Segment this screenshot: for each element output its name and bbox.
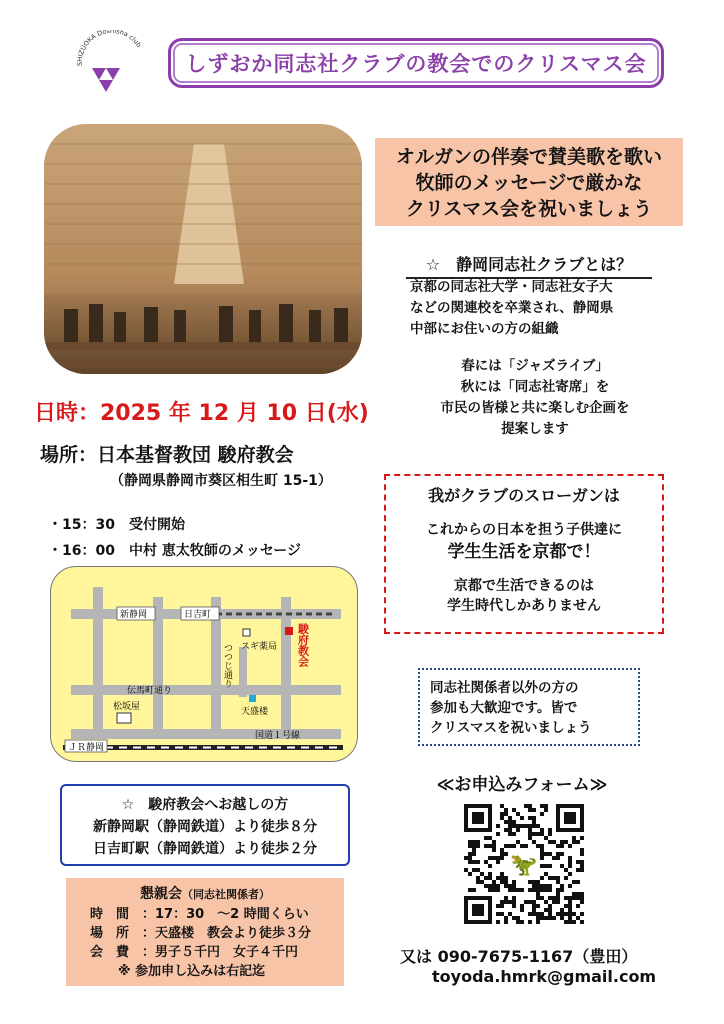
party-title-note: （同志社関係者） [182, 888, 270, 901]
party-row: 時 間 ：17：30 ～2 時間くらい [90, 907, 309, 922]
svg-text:SHIZUOKA Doshisha club [76, 30, 143, 66]
party-title [66, 884, 344, 905]
event-date: 日時：2025 年 12 月 10 日(水) [34, 401, 369, 426]
events-line: 春には「ジャズライブ」 [461, 358, 609, 374]
party-row: 場 所 ：天盛楼 教会より徒歩３分 [90, 926, 312, 941]
svg-text:🦖: 🦖 [510, 853, 538, 878]
slogan-box [384, 474, 664, 634]
map-label-church: 駿府教会 [296, 623, 310, 667]
access-title: ☆ 駿府教会へお越しの方 [121, 797, 289, 813]
contact-email[interactable]: toyoda.hmrk@gmail.com [432, 967, 657, 986]
message-box [375, 138, 683, 226]
slogan-line: これからの日本を担う子供達に [426, 522, 622, 538]
access-box [60, 784, 350, 866]
access-line: 日吉町駅（静岡鉄道）より徒歩２分 [93, 841, 317, 857]
welcome-line: 参加も大歓迎です。皆で [430, 700, 578, 716]
title-banner [168, 38, 664, 88]
map-label-tenmacho: 伝馬町通り [127, 686, 173, 696]
welcome-line: 同志社関係者以外の方の [430, 680, 579, 696]
about-line: などの関連校を卒業され、静岡県 [410, 300, 614, 316]
application-qr-code[interactable] [464, 804, 584, 924]
map-label-route1: 国道１号線 [255, 731, 301, 741]
message-line: クリスマス会を祝いましょう [405, 198, 653, 220]
map-label-tenseiro: 天盛楼 [241, 707, 269, 717]
message-line: オルガンの伴奏で賛美歌を歌い [395, 146, 662, 168]
slogan-line: 学生時代しかありません [447, 598, 601, 614]
events-text [405, 356, 665, 440]
party-row: 会 費 ：男子５千円 女子４千円 [90, 945, 299, 960]
map-label-shin-shizuoka: 新静岡 [120, 610, 148, 620]
access-line: 新静岡駅（静岡鉄道）より徒歩８分 [93, 819, 317, 835]
slogan-title: 我がクラブのスローガンは [428, 486, 620, 505]
logo-text: SHIZUOKA Doshisha club [75, 30, 144, 67]
club-logo [70, 30, 160, 100]
event-place: 場所：日本基督教団 駿府教会 [40, 444, 294, 466]
events-line: 市民の皆様と共に楽しむ企画を [440, 400, 630, 416]
schedule [48, 512, 301, 564]
church-interior-photo [44, 124, 362, 374]
slogan-highlight: 学生生活を京都で！ [447, 542, 601, 562]
about-text [410, 277, 670, 340]
party-title-main: 懇親会 [140, 886, 182, 902]
events-line: 秋には「同志社寄席」を [460, 379, 610, 395]
map-label-matsuzakaya: 松坂屋 [113, 702, 141, 712]
slogan-line: 京都で生活できるのは [454, 578, 594, 594]
map-label-tsutsuji: つつじ通り [222, 643, 232, 688]
map-label-hiyoshicho: 日吉町 [184, 610, 212, 620]
events-line: 提案します [501, 421, 569, 437]
map-label-jr: ＪＲ静岡 [68, 743, 105, 753]
about-title: ☆ 静岡同志社クラブとは？ [406, 252, 652, 279]
schedule-item: ・16：00 中村 恵太牧師のメッセージ [48, 543, 301, 559]
about-line: 京都の同志社大学・同志社女子大 [410, 279, 613, 295]
party-note: ※ 参加申し込みは右記迄 [118, 964, 266, 979]
party-box [66, 878, 344, 986]
welcome-box [418, 668, 640, 746]
schedule-item: ・15：30 受付開始 [48, 517, 185, 533]
message-line: 牧師のメッセージで厳かな [415, 172, 643, 194]
map-label-sugi: スギ薬局 [241, 642, 278, 652]
page-title: しずおか同志社クラブの教会でのクリスマス会 [185, 52, 647, 76]
about-line: 中部にお住いの方の組織 [410, 321, 559, 337]
welcome-line: クリスマスを祝いましょう [430, 720, 592, 736]
event-address: （静岡県静岡市葵区相生町 15-1） [110, 473, 332, 489]
contact-phone: 又は 090-7675-1167（豊田） [400, 947, 638, 966]
access-map [50, 566, 358, 762]
form-title: ≪お申込みフォーム≫ [436, 775, 608, 795]
